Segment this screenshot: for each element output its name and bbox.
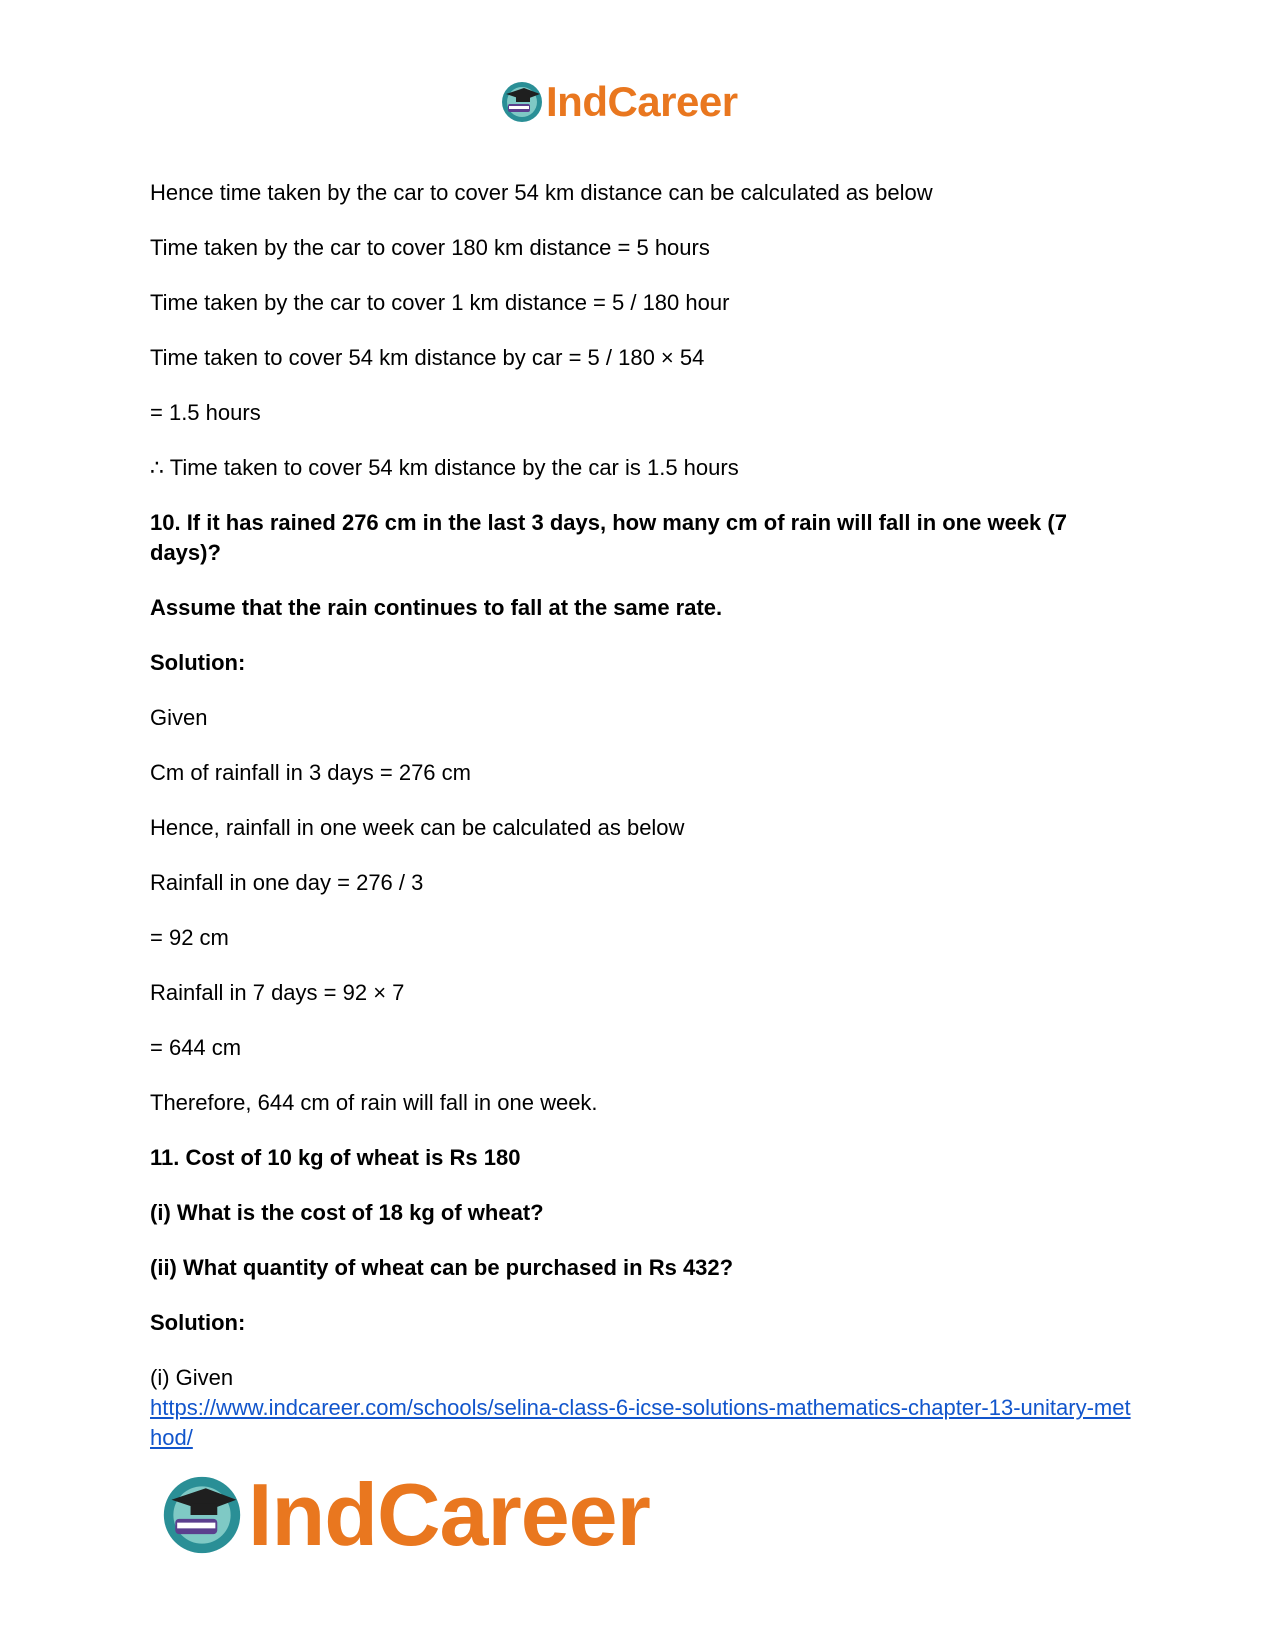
document-body [150, 178, 1140, 1453]
question-11: 11. Cost of 10 kg of wheat is Rs 180 [150, 1145, 521, 1170]
text-line: Hence time taken by the car to cover 54 km distance can be calculated as below [150, 180, 933, 205]
text-line: Time taken to cover 54 km distance by car = 5 / 180 × 54 [150, 345, 705, 370]
solution-step: = 92 cm [150, 925, 229, 950]
graduation-book-icon [160, 1473, 244, 1557]
solution-step: Therefore, 644 cm of rain will fall in one week. [150, 1090, 598, 1115]
solution-step: Hence, rainfall in one week can be calculated as below [150, 815, 685, 840]
solution-step: = 644 cm [150, 1035, 242, 1060]
footer-logo-text: IndCareer [248, 1465, 650, 1564]
given-block [150, 1363, 1140, 1453]
header-logo-text: IndCareer [546, 78, 738, 125]
source-link[interactable]: https://www.indcareer.com/schools/selina-class-6-icse-solutions-mathematics-chapter-13-unitary-method/ [150, 1395, 1131, 1450]
solution-step: (i) Given [150, 1365, 234, 1390]
header-logo [500, 80, 738, 124]
solution-step: Rainfall in 7 days = 92 × 7 [150, 980, 405, 1005]
solution-label: Solution: [150, 1310, 246, 1335]
question-10: 10. If it has rained 276 cm in the last 3 days, how many cm of rain will fall in one week (7 days)? [150, 510, 1074, 565]
solution-step: Rainfall in one day = 276 / 3 [150, 870, 424, 895]
text-line: Time taken by the car to cover 180 km distance = 5 hours [150, 235, 710, 260]
graduation-book-icon [500, 80, 544, 124]
question-11-part-i: (i) What is the cost of 18 kg of wheat? [150, 1200, 544, 1225]
question-11-part-ii: (ii) What quantity of wheat can be purchased in Rs 432? [150, 1255, 734, 1280]
question-10-assumption: Assume that the rain continues to fall at the same rate. [150, 595, 723, 620]
text-line: ∴ Time taken to cover 54 km distance by the car is 1.5 hours [150, 455, 739, 480]
text-line: = 1.5 hours [150, 400, 261, 425]
footer-logo [160, 1465, 650, 1564]
solution-step: Cm of rainfall in 3 days = 276 cm [150, 760, 471, 785]
solution-step: Given [150, 705, 208, 730]
text-line: Time taken by the car to cover 1 km distance = 5 / 180 hour [150, 290, 730, 315]
solution-label: Solution: [150, 650, 246, 675]
